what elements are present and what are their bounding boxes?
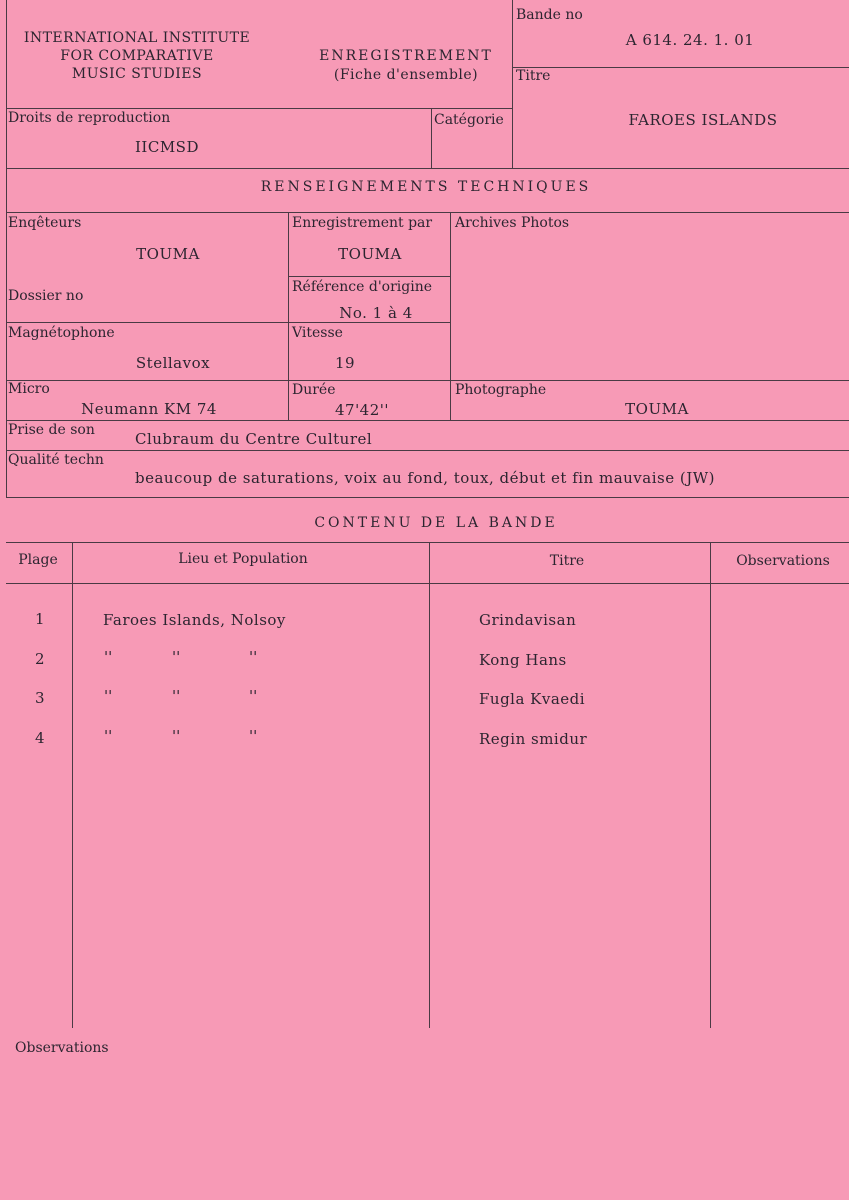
row-4-lieu-ditto: '' — [104, 727, 113, 745]
bande-label: Bande no — [516, 7, 583, 23]
form-title: ENREGISTREMENT — [319, 48, 493, 64]
row-3-titre: Fugla Kvaedi — [479, 690, 586, 708]
divider — [6, 420, 849, 421]
divider — [431, 108, 432, 168]
observations-label: Observations — [15, 1040, 109, 1056]
micro-value: Neumann KM 74 — [81, 400, 217, 418]
divider — [512, 0, 513, 168]
enregistrement-label: Enregistrement par — [292, 215, 433, 231]
row-1-titre: Grindavisan — [479, 611, 577, 629]
divider — [6, 450, 849, 451]
divider — [512, 67, 849, 68]
divider — [288, 212, 289, 420]
magnetophone-value: Stellavox — [135, 354, 211, 372]
droits-value: IICMSD — [135, 138, 199, 156]
photographe-label: Photographe — [455, 382, 547, 398]
institute-name-line-3: MUSIC STUDIES — [71, 66, 203, 82]
reference-label: Référence d'origine — [292, 279, 433, 295]
row-3-lieu-ditto: '' — [172, 687, 181, 705]
archives-photos-label: Archives Photos — [455, 215, 570, 231]
row-3-lieu-ditto: '' — [249, 687, 258, 705]
divider — [450, 212, 451, 420]
row-4-lieu-ditto: '' — [249, 727, 258, 745]
column-header-plage: Plage — [18, 552, 58, 568]
row-1-lieu: Faroes Islands, Nolsoy — [103, 611, 286, 629]
column-header-titre: Titre — [549, 553, 585, 569]
divider — [6, 322, 450, 323]
duree-value: 47'42'' — [334, 401, 390, 419]
prise-de-son-value: Clubraum du Centre Culturel — [135, 430, 373, 448]
duree-label: Durée — [292, 382, 336, 398]
row-2-titre: Kong Hans — [479, 651, 567, 669]
row-4-lieu-ditto: '' — [172, 727, 181, 745]
divider — [6, 212, 849, 213]
divider — [6, 108, 512, 109]
magnetophone-label: Magnétophone — [8, 325, 115, 341]
divider — [6, 542, 849, 543]
reference-value: No. 1 à 4 — [339, 304, 413, 322]
row-2-lieu-ditto: '' — [172, 648, 181, 666]
row-3-plage: 3 — [34, 689, 46, 707]
row-3-lieu-ditto: '' — [104, 687, 113, 705]
qualite-label: Qualité techn — [8, 452, 104, 468]
divider — [72, 542, 73, 1028]
divider — [6, 497, 849, 498]
micro-label: Micro — [8, 381, 50, 397]
qualite-value: beaucoup de saturations, voix au fond, toux, début et fin mauvaise (JW) — [135, 469, 715, 487]
technical-section-title: RENSEIGNEMENTS TECHNIQUES — [260, 179, 592, 195]
bande-value: A 614. 24. 1. 01 — [625, 31, 755, 49]
dossier-label: Dossier no — [8, 288, 84, 304]
divider — [6, 380, 849, 381]
photographe-value: TOUMA — [625, 400, 689, 418]
titre-value: FAROES ISLANDS — [628, 111, 778, 129]
row-2-lieu-ditto: '' — [104, 648, 113, 666]
divider — [710, 542, 711, 1028]
divider — [6, 0, 7, 498]
prise-de-son-label: Prise de son — [8, 422, 95, 438]
contents-section-title: CONTENU DE LA BANDE — [314, 515, 558, 531]
divider — [6, 168, 849, 169]
institute-name-line-1: INTERNATIONAL INSTITUTE — [23, 30, 251, 46]
row-4-plage: 4 — [34, 729, 46, 747]
form-subtitle: (Fiche d'ensemble) — [333, 67, 479, 83]
row-4-titre: Regin smidur — [479, 730, 588, 748]
row-2-lieu-ditto: '' — [249, 648, 258, 666]
enregistrement-value: TOUMA — [338, 245, 402, 263]
institute-name-line-2: FOR COMPARATIVE — [60, 48, 214, 64]
enqueteurs-value: TOUMA — [136, 245, 200, 263]
column-header-lieu: Lieu et Population — [178, 551, 308, 567]
row-2-plage: 2 — [34, 650, 46, 668]
divider — [6, 583, 849, 584]
vitesse-label: Vitesse — [292, 325, 343, 341]
divider — [288, 276, 450, 277]
droits-label: Droits de reproduction — [8, 110, 171, 126]
divider — [429, 542, 430, 1028]
categorie-label: Catégorie — [434, 112, 504, 128]
column-header-observations: Observations — [736, 553, 830, 569]
row-1-plage: 1 — [34, 610, 46, 628]
titre-label: Titre — [516, 68, 551, 84]
vitesse-value: 19 — [334, 354, 356, 372]
enqueteurs-label: Enqêteurs — [8, 215, 82, 231]
